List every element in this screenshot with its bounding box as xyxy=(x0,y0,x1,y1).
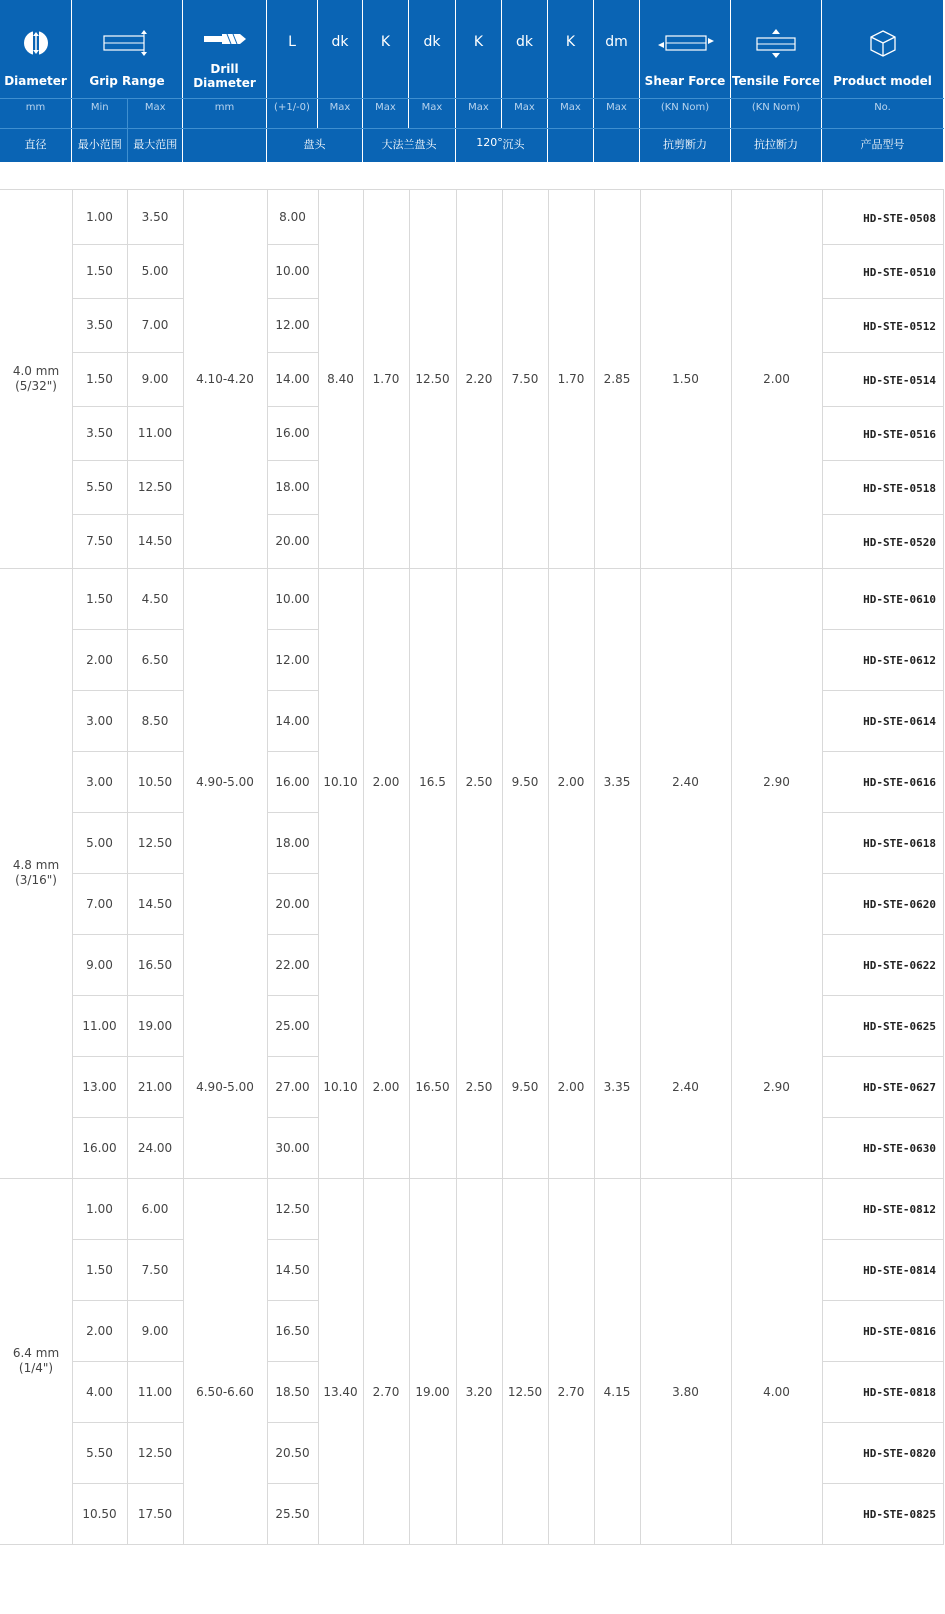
grip-max-cell: 12.50 xyxy=(137,480,173,494)
header-dk1-title: dk xyxy=(331,34,349,50)
length-cell: 20.00 xyxy=(275,896,310,911)
header-K2-title: K xyxy=(473,34,484,50)
merged-dk2-cell: 16.5 xyxy=(419,774,446,789)
product-model-cell: HD-STE-0627 xyxy=(863,1081,936,1094)
diameter-mm: 6.4 mm xyxy=(12,1346,60,1360)
column-divider xyxy=(822,190,823,1544)
product-model-cell: HD-STE-0812 xyxy=(863,1203,936,1216)
header-model-sub: No. xyxy=(874,102,891,113)
grip-range-icon xyxy=(72,28,182,62)
header-model-cn: 产品型号 xyxy=(860,138,905,151)
length-cell: 12.50 xyxy=(275,1201,310,1216)
grip-min-cell: 2.00 xyxy=(86,1323,113,1338)
diameter-mm: 4.8 mm xyxy=(12,858,60,872)
grip-min-cell: 13.00 xyxy=(82,1079,117,1094)
header-dk2-sub: Max xyxy=(421,102,443,113)
product-model-cell: HD-STE-0510 xyxy=(863,265,936,279)
grip-min-cell: 5.00 xyxy=(86,835,113,850)
grip-max-cell: 16.50 xyxy=(137,957,173,972)
length-cell: 25.50 xyxy=(275,1506,310,1521)
grip-max-cell: 7.00 xyxy=(141,318,169,332)
merged-dk3-cell: 7.50 xyxy=(511,372,539,386)
diameter-inch: (3/16") xyxy=(15,873,57,887)
merged-K3-cell: 1.70 xyxy=(557,372,585,386)
merged-K1-cell: 2.00 xyxy=(372,774,400,789)
grip-min-cell: 1.00 xyxy=(86,210,113,224)
grip-max-cell: 10.50 xyxy=(137,774,173,789)
grip-max-cell: 6.00 xyxy=(141,1201,169,1216)
tensile-force-icon xyxy=(731,28,821,62)
merged-K2-cell: 2.50 xyxy=(465,1079,493,1094)
grip-max-cell: 3.50 xyxy=(141,210,169,224)
column-divider xyxy=(456,190,457,1544)
grip-min-cell: 9.00 xyxy=(86,957,113,972)
header-K2-sub: Max xyxy=(468,102,489,113)
merged-dm-cell: 3.35 xyxy=(603,1079,631,1094)
header-tensile xyxy=(731,0,821,162)
merged-shear-cell: 2.40 xyxy=(672,1079,699,1094)
grip-min-cell: 3.50 xyxy=(86,318,113,332)
merged-shear-cell: 1.50 xyxy=(672,372,699,386)
grip-min-cell: 7.00 xyxy=(86,896,113,911)
product-model-cell: HD-STE-0518 xyxy=(863,481,936,495)
merged-drill-cell: 4.90-5.00 xyxy=(196,774,254,789)
product-model-cell: HD-STE-0618 xyxy=(863,837,936,850)
header-countersunk-angle-cn: 120° xyxy=(476,136,503,149)
merged-dk1-cell: 8.40 xyxy=(327,372,354,386)
grip-min-cell: 16.00 xyxy=(82,1140,117,1155)
diameter-mm: 4.0 mm xyxy=(12,364,60,378)
product-model-cell: HD-STE-0520 xyxy=(863,535,936,549)
product-model-cell: HD-STE-0612 xyxy=(863,654,936,667)
length-cell: 18.50 xyxy=(275,1384,310,1399)
column-divider xyxy=(502,190,503,1544)
merged-K1-cell: 1.70 xyxy=(372,372,400,386)
column-divider xyxy=(731,190,732,1544)
header-shear xyxy=(640,0,730,162)
header-grip-min: Min xyxy=(90,102,109,113)
header-K1-title: K xyxy=(380,34,391,50)
grip-max-cell: 24.00 xyxy=(137,1140,173,1155)
diameter-cell xyxy=(0,1178,72,1544)
grip-max-cell: 7.50 xyxy=(141,1262,169,1277)
header-grip-min-cn: 最小范围 xyxy=(77,138,122,151)
grip-min-cell: 11.00 xyxy=(82,1018,117,1033)
length-cell: 18.00 xyxy=(275,480,310,494)
column-divider xyxy=(594,190,595,1544)
header-grip-title: Grip Range xyxy=(89,74,165,88)
grip-max-cell: 8.50 xyxy=(141,713,169,728)
header-tensile-cn: 抗拉断力 xyxy=(754,138,798,151)
header-drill-title-1: Drill xyxy=(210,62,239,76)
grip-min-cell: 1.50 xyxy=(86,591,113,606)
merged-tensile-cell: 4.00 xyxy=(763,1384,790,1399)
grip-max-cell: 4.50 xyxy=(141,591,169,606)
product-model-cell: HD-STE-0816 xyxy=(863,1325,936,1338)
product-model-cell: HD-STE-0514 xyxy=(863,373,936,387)
length-cell: 10.00 xyxy=(275,591,310,606)
grip-min-cell: 5.50 xyxy=(86,480,113,494)
merged-dk2-cell: 19.00 xyxy=(415,1384,450,1399)
header-shear-title: Shear Force xyxy=(644,74,726,88)
header-shear-sub: (KN Nom) xyxy=(660,102,710,113)
diameter-inch: (5/32") xyxy=(15,379,57,393)
header-L-title: L xyxy=(288,34,296,50)
grip-min-cell: 5.50 xyxy=(86,1445,113,1460)
product-model-cell: HD-STE-0622 xyxy=(863,959,936,972)
product-model-cell: HD-STE-0630 xyxy=(863,1142,936,1155)
column-divider xyxy=(640,190,641,1544)
diameter-cell xyxy=(0,190,72,568)
grip-min-cell: 2.00 xyxy=(86,652,113,667)
merged-shear-cell: 2.40 xyxy=(672,774,699,789)
header-countersunk-angle-cn-cell xyxy=(456,129,547,162)
length-cell: 8.00 xyxy=(279,210,306,224)
header-dm-title: dm xyxy=(605,34,628,50)
grip-min-cell: 7.50 xyxy=(86,534,113,548)
grip-max-cell: 9.00 xyxy=(141,372,169,386)
header-diameter xyxy=(0,0,71,162)
grip-max-cell: 14.50 xyxy=(137,534,173,548)
length-cell: 30.00 xyxy=(275,1140,310,1155)
grip-max-cell: 12.50 xyxy=(137,835,173,850)
header-diameter-title: Diameter xyxy=(4,74,67,88)
header-grip-max: Max xyxy=(144,102,166,113)
merged-tensile-cell: 2.00 xyxy=(763,372,790,386)
merged-dk3-cell: 9.50 xyxy=(511,774,539,789)
merged-dm-cell: 3.35 xyxy=(603,774,631,789)
column-divider xyxy=(409,190,410,1544)
length-cell: 14.00 xyxy=(275,372,310,386)
header-shear-cn: 抗剪断力 xyxy=(663,138,707,151)
grip-max-cell: 14.50 xyxy=(137,896,173,911)
merged-K3-cell: 2.70 xyxy=(557,1384,585,1399)
header-K3-title: K xyxy=(565,34,576,50)
header-L-cn-cell xyxy=(183,129,266,162)
group-divider xyxy=(0,1544,944,1545)
header-tensile-sub: (KN Nom) xyxy=(751,102,801,113)
grip-max-cell: 21.00 xyxy=(137,1079,173,1094)
header-countersunk-cn: 沉头 xyxy=(502,138,525,151)
header-dm-sub: Max xyxy=(606,102,627,113)
merged-K3-cell: 2.00 xyxy=(557,774,585,789)
merged-K3-cell: 2.00 xyxy=(557,1079,585,1094)
length-cell: 12.00 xyxy=(275,652,310,667)
product-model-cell: HD-STE-0508 xyxy=(863,211,936,225)
header-L-sub: (+1/-0) xyxy=(274,102,310,113)
column-divider xyxy=(363,190,364,1544)
column-divider xyxy=(318,190,319,1544)
merged-tensile-cell: 2.90 xyxy=(763,1079,790,1094)
length-cell: 25.00 xyxy=(275,1018,310,1033)
column-divider xyxy=(127,190,128,1544)
header-drill-title-2: Diameter xyxy=(193,76,256,90)
length-cell: 14.50 xyxy=(275,1262,310,1277)
length-cell: 18.00 xyxy=(275,835,310,850)
merged-drill-cell: 4.90-5.00 xyxy=(196,1079,254,1094)
merged-dm-cell: 4.15 xyxy=(603,1384,631,1399)
product-model-cell: HD-STE-0625 xyxy=(863,1020,936,1033)
product-model-cell: HD-STE-0512 xyxy=(863,319,936,333)
diameter-icon xyxy=(0,28,71,62)
header-drill-sub: mm xyxy=(214,102,235,113)
product-model-cell: HD-STE-0516 xyxy=(863,427,936,441)
merged-tensile-cell: 2.90 xyxy=(763,774,790,789)
header-diameter-sub: mm xyxy=(25,102,46,113)
column-divider xyxy=(72,190,73,1544)
header-flange-head-cn: 大法兰盘头 xyxy=(381,138,437,151)
grip-min-cell: 1.00 xyxy=(86,1201,113,1216)
header-K1-sub: Max xyxy=(375,102,396,113)
column-divider xyxy=(548,190,549,1544)
header-divider xyxy=(127,98,128,162)
merged-shear-cell: 3.80 xyxy=(672,1384,699,1399)
length-cell: 16.50 xyxy=(275,1323,310,1338)
length-cell: 12.00 xyxy=(275,318,310,332)
header-tensile-title: Tensile Force xyxy=(731,74,821,88)
column-divider xyxy=(943,190,944,1544)
product-box-icon xyxy=(822,28,943,62)
length-cell: 14.00 xyxy=(275,713,310,728)
shear-force-icon xyxy=(640,28,730,62)
header-dm-cn-cell xyxy=(548,129,593,162)
grip-min-cell: 1.50 xyxy=(86,264,113,278)
grip-min-cell: 3.50 xyxy=(86,426,113,440)
column-divider xyxy=(267,190,268,1544)
header-pan-head-cn: 盘头 xyxy=(303,138,326,151)
merged-dk1-cell: 10.10 xyxy=(323,774,358,789)
merged-K1-cell: 2.00 xyxy=(372,1079,400,1094)
merged-K2-cell: 2.50 xyxy=(465,774,493,789)
header-dm xyxy=(594,0,639,162)
merged-dk1-cell: 10.10 xyxy=(323,1079,358,1094)
grip-min-cell: 1.50 xyxy=(86,372,113,386)
grip-max-cell: 11.00 xyxy=(137,1384,173,1399)
product-model-cell: HD-STE-0814 xyxy=(863,1264,936,1277)
merged-dk2-cell: 16.50 xyxy=(415,1079,450,1094)
merged-K2-cell: 2.20 xyxy=(465,372,493,386)
product-model-cell: HD-STE-0825 xyxy=(863,1508,936,1521)
product-model-cell: HD-STE-0610 xyxy=(863,593,936,606)
diameter-cell xyxy=(0,568,72,1178)
merged-drill-cell: 4.10-4.20 xyxy=(196,372,254,386)
header-dk2-title: dk xyxy=(423,34,441,50)
header-divider xyxy=(0,98,944,99)
grip-min-cell: 4.00 xyxy=(86,1384,113,1399)
merged-drill-cell: 6.50-6.60 xyxy=(196,1384,254,1399)
grip-min-cell: 3.00 xyxy=(86,774,113,789)
header-model-title: Product model xyxy=(833,74,932,88)
product-model-cell: HD-STE-0614 xyxy=(863,715,936,728)
length-cell: 27.00 xyxy=(275,1079,310,1094)
grip-max-cell: 6.50 xyxy=(141,652,169,667)
header-dk3-title: dk xyxy=(516,34,533,50)
merged-dm-cell: 2.85 xyxy=(603,372,631,386)
header-grip-max-cn: 最大范围 xyxy=(133,138,178,151)
grip-min-cell: 10.50 xyxy=(82,1506,117,1521)
table-header xyxy=(0,0,944,162)
length-cell: 10.00 xyxy=(275,264,310,278)
merged-dk3-cell: 9.50 xyxy=(511,1079,539,1094)
merged-K2-cell: 3.20 xyxy=(465,1384,493,1399)
merged-dk2-cell: 12.50 xyxy=(415,372,450,386)
product-model-cell: HD-STE-0820 xyxy=(863,1447,936,1460)
grip-max-cell: 19.00 xyxy=(137,1018,173,1033)
merged-K1-cell: 2.70 xyxy=(372,1384,400,1399)
length-cell: 20.00 xyxy=(275,534,310,548)
length-cell: 20.50 xyxy=(275,1445,310,1460)
grip-max-cell: 5.00 xyxy=(141,264,169,278)
length-cell: 16.00 xyxy=(275,774,310,789)
diameter-inch: (1/4") xyxy=(18,1361,54,1375)
merged-dk3-cell: 12.50 xyxy=(507,1384,543,1399)
header-K3-sub: Max xyxy=(560,102,581,113)
drill-bit-icon xyxy=(183,28,266,52)
header-dk1-sub: Max xyxy=(329,102,351,113)
column-divider xyxy=(183,190,184,1544)
length-cell: 22.00 xyxy=(275,957,310,972)
header-model xyxy=(822,0,943,162)
product-model-cell: HD-STE-0620 xyxy=(863,898,936,911)
header-dk3-sub: Max xyxy=(514,102,535,113)
header-diameter-cn: 直径 xyxy=(24,138,47,151)
product-model-cell: HD-STE-0818 xyxy=(863,1386,936,1399)
grip-max-cell: 12.50 xyxy=(137,1445,173,1460)
grip-max-cell: 17.50 xyxy=(137,1506,173,1521)
merged-dk1-cell: 13.40 xyxy=(323,1384,358,1399)
grip-min-cell: 3.00 xyxy=(86,713,113,728)
header-pan-head-cn-cell xyxy=(267,129,362,162)
grip-min-cell: 1.50 xyxy=(86,1262,113,1277)
grip-max-cell: 9.00 xyxy=(141,1323,169,1338)
length-cell: 16.00 xyxy=(275,426,310,440)
product-model-cell: HD-STE-0616 xyxy=(863,776,936,789)
grip-max-cell: 11.00 xyxy=(137,426,173,440)
